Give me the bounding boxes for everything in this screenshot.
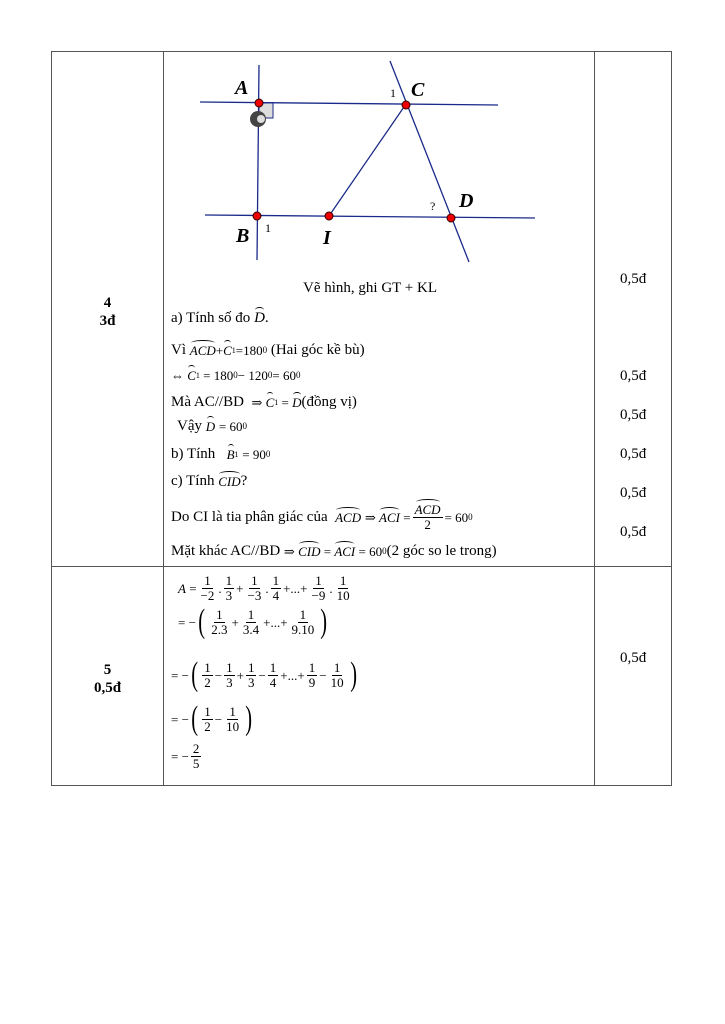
- line-do-acd: ACD: [335, 510, 362, 525]
- q5-r1-n1: 1: [225, 573, 233, 588]
- line-vi-value: =180: [235, 343, 263, 358]
- angle-acd: ACD: [189, 343, 216, 358]
- q5-r3-n5: 1: [333, 659, 341, 675]
- q5-row-5: = − $\frac{2}{5}$: [171, 741, 200, 771]
- line-2: ⇔ C 1 = 180 0 − 120 0 = 60 0: [171, 368, 301, 383]
- q5-points: 0,5đ: [93, 680, 122, 696]
- q5-r3-d4: 9: [308, 674, 316, 690]
- label-a: A: [235, 77, 249, 99]
- line-mk: Mặt khác AC//BD ⇒ CID = ACI = 60 0 (2 góc so le trong): [171, 543, 497, 559]
- q5-r1-n2: 1: [251, 573, 258, 588]
- q5-r5-d: 5: [192, 756, 200, 771]
- line-ac: [200, 102, 498, 105]
- q5-r3-n3: 1: [269, 659, 277, 675]
- mark-c1: 1: [390, 86, 396, 100]
- q5-r2-n1: 1: [247, 606, 255, 622]
- line-mk-text: Mặt khác AC//BD: [171, 543, 281, 559]
- q5-r2-n2: 1: [299, 606, 307, 622]
- q5-row-1: A = $\frac{1}{-2}$ . $\frac{1}{3}$ + $\frac{1}{-3}$ . $\frac{1}{4}$ + ... + $\frac{1}{-9}$ . $\frac{1}{10}$: [178, 573, 350, 603]
- q5-row-3: = − ( $\frac{1}{2}$ − $\frac{1}{3}$ + $\frac{1}{3}$ − $\frac{1}{4}$ + ... + $\frac{1}{9}$ − $\frac{1}{10}$ ): [171, 656, 357, 693]
- q5-r1-n4: 1: [315, 573, 322, 588]
- line-vi-prefix: Vì: [171, 342, 186, 358]
- line-mk-end: = 60: [358, 544, 383, 559]
- table-border-bottom: [51, 785, 672, 786]
- q5-r3-d5: 10: [330, 674, 344, 690]
- line-do-end: = 60: [444, 510, 469, 525]
- line-4-val: = 60: [218, 419, 243, 434]
- q4-score-5: 0,5đ: [620, 485, 647, 501]
- line-ab: [257, 65, 259, 260]
- line-do-text: Do CI là tia phân giác của: [171, 509, 328, 525]
- part-c-label: c) Tính: [171, 473, 215, 489]
- line-2-mid: − 120: [237, 368, 268, 383]
- q4-score-2: 0,5đ: [620, 368, 647, 384]
- q5-r3-d1: 3: [226, 674, 233, 690]
- q5-r4-d1: 10: [226, 718, 240, 734]
- q5-r3-n2: 1: [247, 659, 255, 675]
- q5-r4-d0: 2: [204, 718, 211, 734]
- q5-r3-ellipsis: ...: [287, 667, 298, 683]
- q5-r1-d5: 10: [336, 588, 350, 603]
- q5-r2-d1: 3.4: [242, 621, 260, 637]
- point-c: [402, 101, 410, 109]
- q5-r1-d3: 4: [272, 588, 280, 603]
- q5-r3-n4: 1: [308, 659, 316, 675]
- q4-score-4: 0,5đ: [620, 446, 647, 462]
- table-border-top: [51, 51, 672, 52]
- line-ci: [329, 104, 406, 216]
- mark-d-unknown: ?: [430, 199, 436, 213]
- q4-points: 3đ: [99, 313, 116, 329]
- draw-caption: Vẽ hình, ghi GT + KL: [303, 280, 438, 296]
- line-4: Vậy D = 60 0: [177, 418, 247, 434]
- geometry-figure: [195, 55, 540, 270]
- line-cd: [390, 61, 469, 262]
- angle-a-mark-inner: [257, 115, 265, 123]
- label-d: D: [459, 190, 474, 212]
- q5-r2-n0: 1: [216, 606, 223, 622]
- q4-score-1: 0,5đ: [620, 271, 647, 287]
- line-vi: Vì ACD + C 1 =180 0 (Hai góc kề bù): [171, 342, 365, 358]
- q5-row-2: = − ( $\frac{1}{2.3}$ + $\frac{1}{3.4}$ + ... + $\frac{1}{9.10}$ ): [178, 603, 328, 640]
- line-2-expr: = 180: [203, 368, 234, 383]
- table-col-divider-2: [594, 51, 595, 786]
- q5-r3-n1: 1: [226, 659, 233, 675]
- line-mk-aci: ACI: [334, 544, 356, 559]
- line-4-text: Vậy: [177, 418, 202, 434]
- q5-r1-d0: −2: [200, 588, 215, 603]
- q5-r1-d1: 3: [225, 588, 233, 603]
- q5-var-a: A: [178, 581, 186, 596]
- q5-r3-n0: 1: [204, 659, 211, 675]
- q5-r3-d2: 3: [247, 674, 255, 690]
- angle-cid: CID: [218, 474, 241, 489]
- q5-score: 0,5đ: [620, 650, 647, 666]
- line-vi-note: (Hai góc kề bù): [270, 342, 365, 358]
- part-a-title: a) Tính số đo D .: [171, 310, 269, 326]
- q5-r2-d0: 2.3: [211, 621, 228, 637]
- point-b: [253, 212, 261, 220]
- point-d: [447, 214, 455, 222]
- line-do-frac-num: ACD: [414, 502, 441, 517]
- line-3: Mà AC//BD ⇒ C 1 = D (đồng vị): [171, 394, 357, 410]
- part-b-title: b) Tính B 1 = 90 0: [171, 446, 271, 462]
- part-b-val: = 90: [242, 447, 266, 462]
- point-i: [325, 212, 333, 220]
- line-3-note: (đồng vị): [301, 394, 357, 410]
- label-b: B: [236, 225, 250, 247]
- line-do: Do CI là tia phân giác của ACD ⇒ ACI = $\frac{\text{ACD}}{2}$ = 60 0: [171, 502, 473, 532]
- q5-r3-d0: 2: [204, 674, 211, 690]
- q5-r1-n3: 1: [272, 573, 280, 588]
- q5-r3-d3: 4: [269, 674, 277, 690]
- line-mk-note: (2 góc so le trong): [386, 543, 497, 559]
- angle-d: D: [254, 310, 265, 326]
- q5-r1-ellipsis: ...: [290, 581, 301, 596]
- q5-number: 5: [103, 662, 112, 678]
- part-a-label: a) Tính số đo: [171, 310, 251, 326]
- line-mk-cid: CID: [298, 544, 321, 559]
- q5-r1-d4: −9: [311, 588, 326, 603]
- table-border-right: [671, 51, 672, 786]
- line-do-aci: ACI: [379, 510, 400, 525]
- line-2-end: = 60: [272, 368, 296, 383]
- part-b-label: b) Tính: [171, 446, 216, 462]
- part-c-title: [171, 474, 247, 489]
- q5-r2-d2: 9.10: [291, 621, 315, 637]
- angle-c1: C: [223, 343, 232, 358]
- line-3-text: Mà AC//BD: [171, 394, 244, 410]
- q5-r1-n5: 1: [339, 573, 347, 588]
- q5-r2-ellipsis: ...: [270, 614, 281, 630]
- q5-r4-n0: 1: [204, 703, 211, 719]
- mark-b1: 1: [265, 221, 271, 235]
- q5-r1-d2: −3: [247, 588, 262, 603]
- part-c-q: ?: [240, 473, 248, 489]
- q5-r1-n0: 1: [204, 573, 211, 588]
- q4-score-3: 0,5đ: [620, 407, 647, 423]
- label-c: C: [411, 79, 425, 101]
- q5-row-4: = − ( $\frac{1}{2}$ − $\frac{1}{10}$ ): [171, 700, 253, 737]
- label-i: I: [323, 227, 331, 249]
- line-do-frac-den: 2: [424, 517, 431, 532]
- q5-r4-n1: 1: [229, 703, 236, 719]
- table-row-divider: [51, 566, 672, 567]
- q4-number: 4: [103, 295, 112, 311]
- q5-r5-n: 2: [192, 741, 200, 756]
- q4-score-6: 0,5đ: [620, 524, 647, 540]
- point-a: [255, 99, 263, 107]
